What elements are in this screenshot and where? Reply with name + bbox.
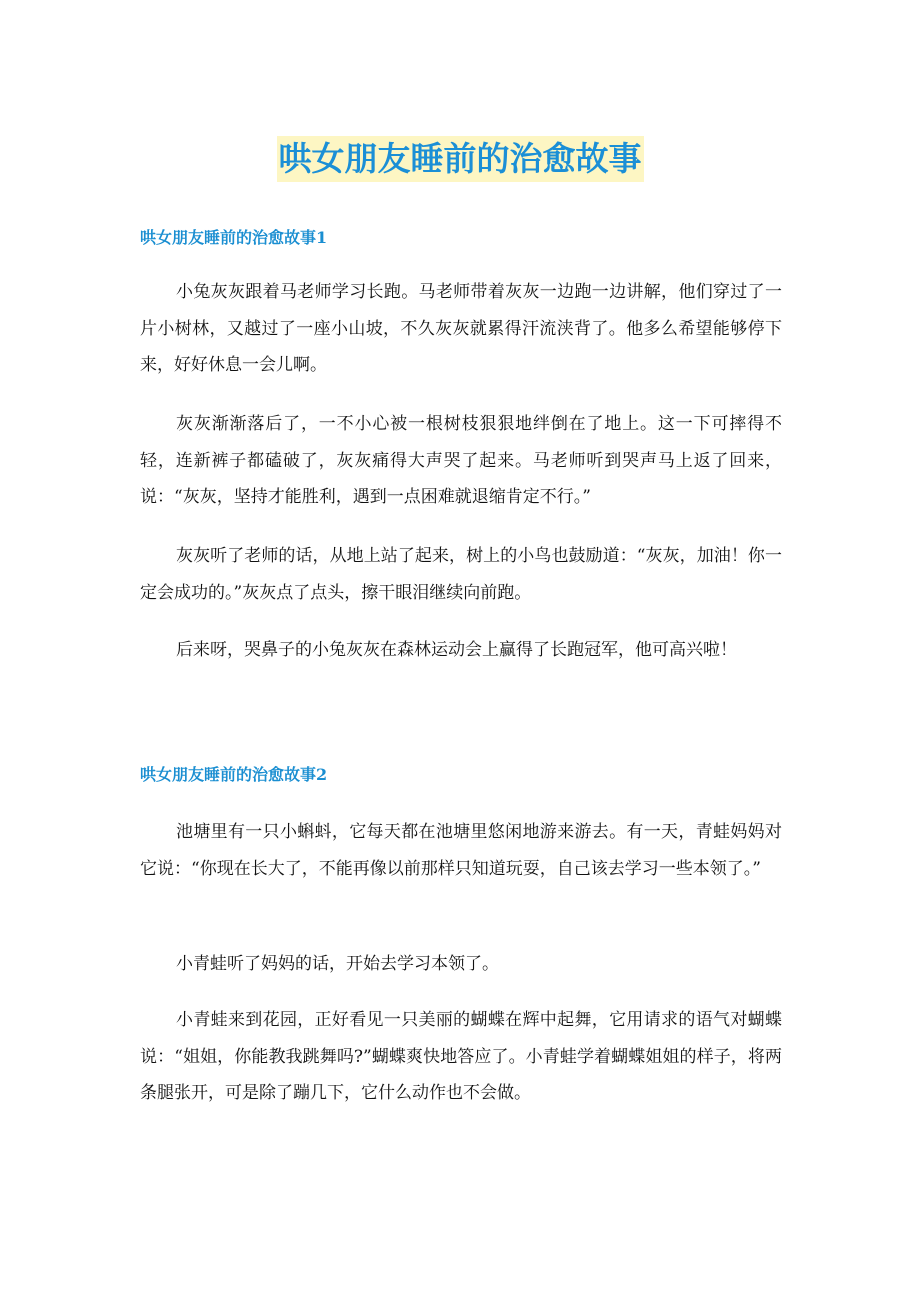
section-heading-2: 哄女朋友睡前的治愈故事2	[140, 765, 328, 784]
paragraph: 小青蛙来到花园，正好看见一只美丽的蝴蝶在辉中起舞，它用请求的语气对蝴蝶说：“姐姐，你能教我跳舞吗?”蝴蝶爽快地答应了。小青蛙学着蝴蝶姐姐的样子，将两条腿张开，可是除了蹦几下，它什么动作也不会做。	[140, 1010, 782, 1103]
paragraph: 后来呀，哭鼻子的小兔灰灰在森林运动会上赢得了长跑冠军，他可高兴啦！	[176, 640, 737, 660]
paragraph: 小兔灰灰跟着马老师学习长跑。马老师带着灰灰一边跑一边讲解，他们穿过了一片小树林，又越过了一座小山坡，不久灰灰就累得汗流浃背了。他多么希望能够停下来，好好休息一会儿啊。	[140, 282, 782, 375]
paragraph: 池塘里有一只小蝌蚪，它每天都在池塘里悠闲地游来游去。有一天，青蛙妈妈对它说：“你现在长大了，不能再像以前那样只知道玩耍，自己该去学习一些本领了。”	[140, 822, 782, 879]
paragraph: 灰灰听了老师的话，从地上站了起来，树上的小鸟也鼓励道：“灰灰，加油！你一定会成功的。”灰灰点了点头，擦干眼泪继续向前跑。	[140, 546, 782, 603]
paragraph: 灰灰渐渐落后了，一不小心被一根树枝狠狠地绊倒在了地上。这一下可摔得不轻，连新裤子都磕破了，灰灰痛得大声哭了起来。马老师听到哭声马上返了回来，说：“灰灰，坚持才能胜利，遇到一点困难就退缩肯定不行。”	[140, 414, 782, 507]
page-title-text: 哄女朋友睡前的治愈故事	[277, 136, 644, 182]
page-title	[0, 136, 920, 182]
paragraph: 小青蛙听了妈妈的话，开始去学习本领了。	[176, 954, 499, 974]
section-heading-1: 哄女朋友睡前的治愈故事1	[140, 228, 328, 247]
